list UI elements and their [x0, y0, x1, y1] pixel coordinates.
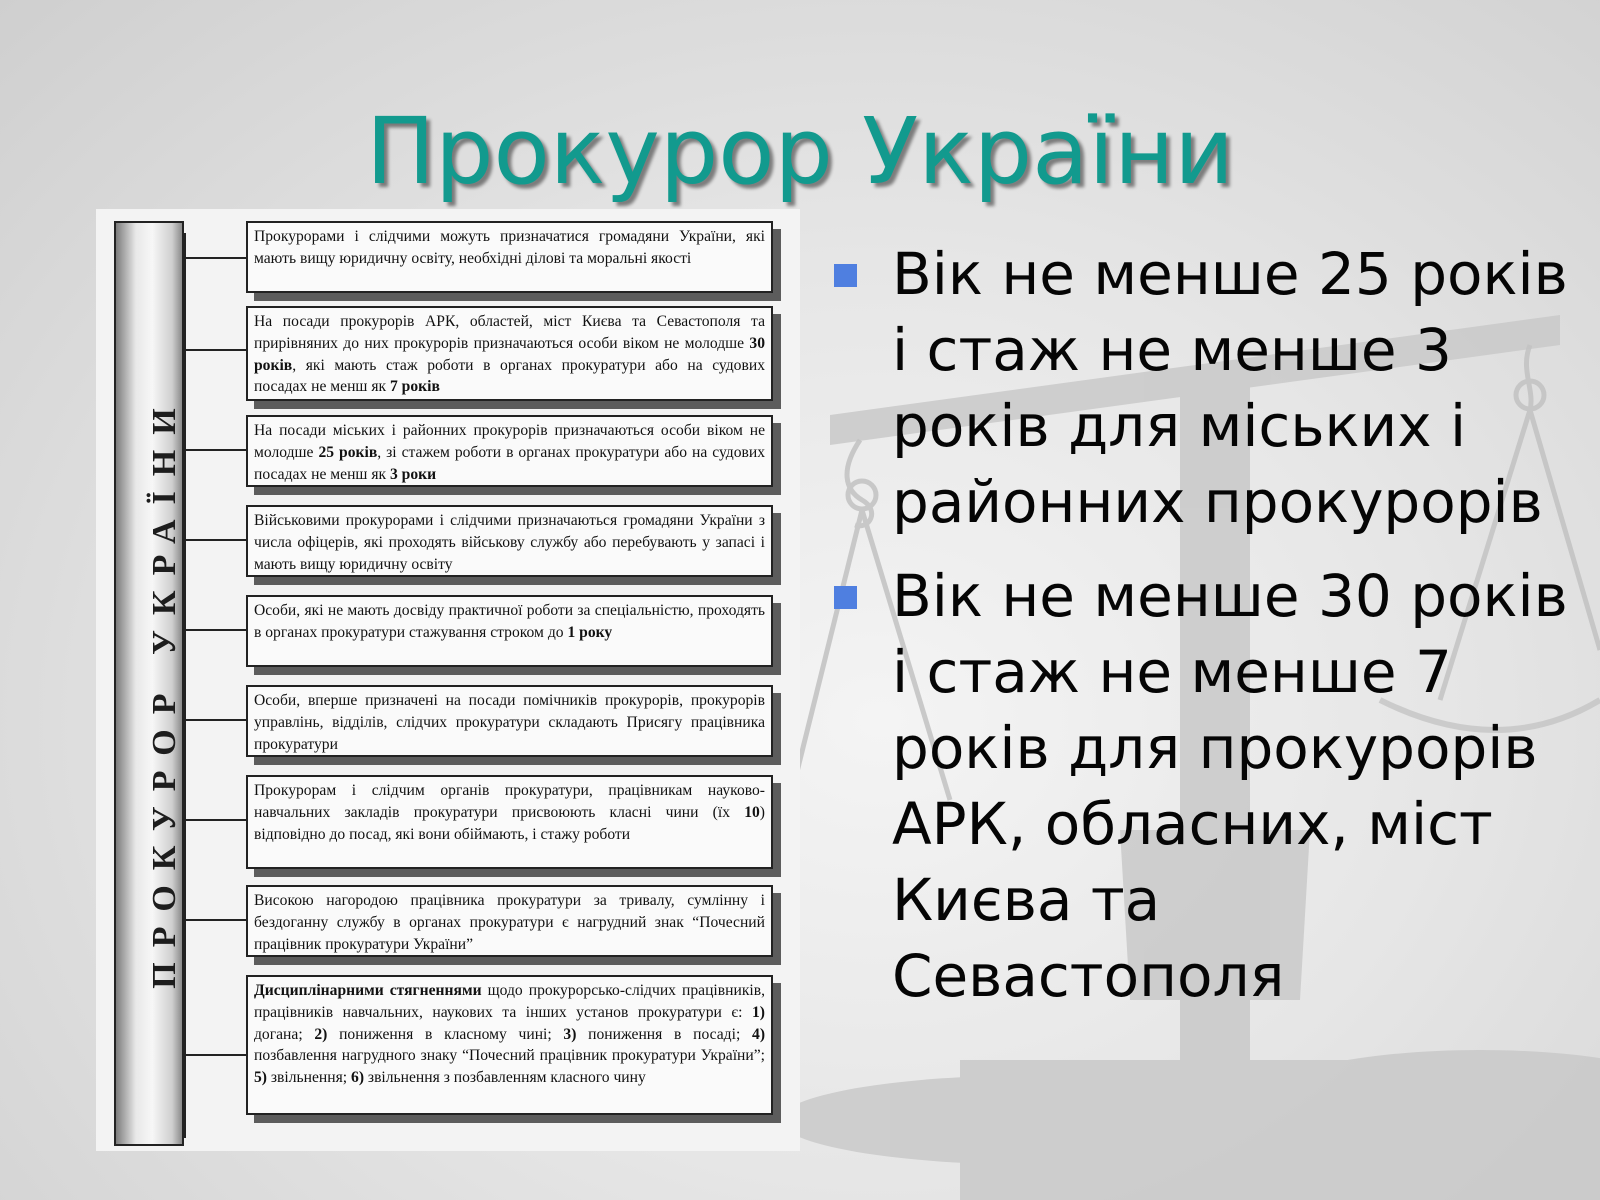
scheme-box: [246, 595, 773, 667]
scheme-box-bold-text: Дисциплінарними стягненнями: [254, 982, 482, 999]
square-bullet-icon: [834, 264, 857, 287]
scheme-box: [246, 306, 773, 401]
scheme-box: [246, 885, 773, 957]
scheme-box: [246, 505, 773, 577]
scheme-box: [246, 685, 773, 757]
scheme-box-text: Особи, вперше призначені на посади помічників прокурорів, прокурорів управлінь, відділів, слідчих прокуратури складають Присягу працівника прокуратури: [254, 692, 765, 753]
scheme-connector: [186, 257, 246, 259]
scheme-connector: [186, 349, 246, 351]
scheme-box: [246, 975, 773, 1115]
scheme-box-bold-text: 7 років: [389, 378, 440, 396]
scheme-connector: [186, 819, 246, 821]
scheme-box-bold-text: 30 років: [254, 334, 765, 374]
scheme-box-bold-text: 25 років: [318, 443, 378, 461]
scheme-box-text: , зі стажем роботи в органах прокуратури або на судових посадах не менш як: [254, 443, 766, 483]
scheme-box-text: звільнення;: [267, 1069, 352, 1087]
scheme-box-bold-text: 2): [314, 1025, 328, 1043]
scheme-box-text: пониження в класному чині;: [327, 1025, 564, 1043]
scheme-connector: [186, 1054, 246, 1056]
scheme-box: [246, 415, 773, 487]
prosecutor-requirements-scheme: [96, 209, 800, 1151]
bullet-text: Вік не менше 25 років і стаж не менше 3 років для міських і районних прокурорів: [892, 240, 1568, 536]
scheme-connector: [186, 629, 246, 631]
scheme-box: [246, 221, 773, 293]
scheme-box-text: Особи, які не мають досвіду практичної роботи за спеціальністю, проходять в органах прокуратури стажування строком до: [254, 602, 765, 641]
scheme-box-text: щодо прокурорсько-слідчих працівників, працівників навчальних, наукових та інших установ прокуратури є:: [254, 982, 765, 1021]
scheme-box: [246, 775, 773, 869]
scheme-box-text: звільнення з позбавленням класного чину: [364, 1069, 646, 1087]
scheme-box-text: Військовими прокурорами і слідчими призначаються громадяни України з числа офіцерів, які проходять військову службу або перебувають у запасі і мають вищу юридичну освіту: [254, 512, 765, 573]
scheme-box-bold-text: 4): [752, 1025, 766, 1043]
scheme-box-bold-text: 1 року: [567, 623, 613, 641]
scheme-box-text: На посади міських і районних прокурорів призначаються особи віком не молодше: [254, 422, 765, 461]
scheme-connector: [186, 449, 246, 451]
scheme-box-bold-text: 1): [752, 1003, 765, 1021]
scheme-header-bar: [114, 221, 184, 1146]
bullet-item: [828, 558, 1568, 1014]
scheme-header-text: ПРОКУРОР УКРАЇНИ: [146, 393, 183, 989]
scheme-box-text: , які мають стаж роботи в органах прокуратури або на судових посадах не менш як: [254, 356, 765, 396]
bullet-list: [828, 236, 1568, 1032]
scheme-box-bold-text: 3): [563, 1025, 577, 1043]
scheme-box-text: Високою нагородою працівника прокуратури за тривалу, сумлінну і бездоганну службу в органах прокуратури є нагрудний знак “Почесний працівник прокуратури України”: [254, 892, 765, 953]
scheme-box-bold-text: 10: [744, 803, 760, 821]
scheme-box-text: Прокурорам і слідчим органів прокуратури, працівникам науково-навчальних закладів прокуратури присвоюють класні чини (їх: [254, 782, 765, 821]
square-bullet-icon: [834, 586, 857, 609]
scheme-box-text: На посади прокурорів АРК, областей, міст Києва та Севастополя та прирівняних до них прокурорів призначаються особи віком не молодше: [254, 313, 765, 352]
slide-title: Прокурор України: [365, 98, 1235, 205]
scheme-box-text: догана;: [254, 1025, 315, 1043]
scheme-spine-line: [184, 233, 186, 1138]
scheme-box-text: Прокурорами і слідчими можуть призначатися громадяни України, які мають вищу юридичну освіту, необхідні ділові та моральні якості: [254, 228, 765, 267]
bullet-item: [828, 236, 1568, 540]
scheme-connector: [186, 719, 246, 721]
scheme-box-text: пониження в посаді;: [576, 1025, 753, 1043]
scheme-connector: [186, 919, 246, 921]
scheme-box-text: ) відповідно до посад, які вони обіймають, і стажу роботи: [254, 803, 765, 843]
scheme-box-bold-text: 6): [351, 1069, 365, 1087]
scheme-connector: [186, 539, 246, 541]
scheme-box-bold-text: 5): [254, 1069, 267, 1087]
bullet-text: Вік не менше 30 років і стаж не менше 7 років для прокурорів АРК, обласних, міст Києва та Севастополя: [892, 562, 1568, 1010]
scheme-box-text: позбавлення нагрудного знаку “Почесний працівник прокуратури України”;: [254, 1047, 765, 1065]
scheme-box-bold-text: 3 роки: [389, 465, 437, 483]
